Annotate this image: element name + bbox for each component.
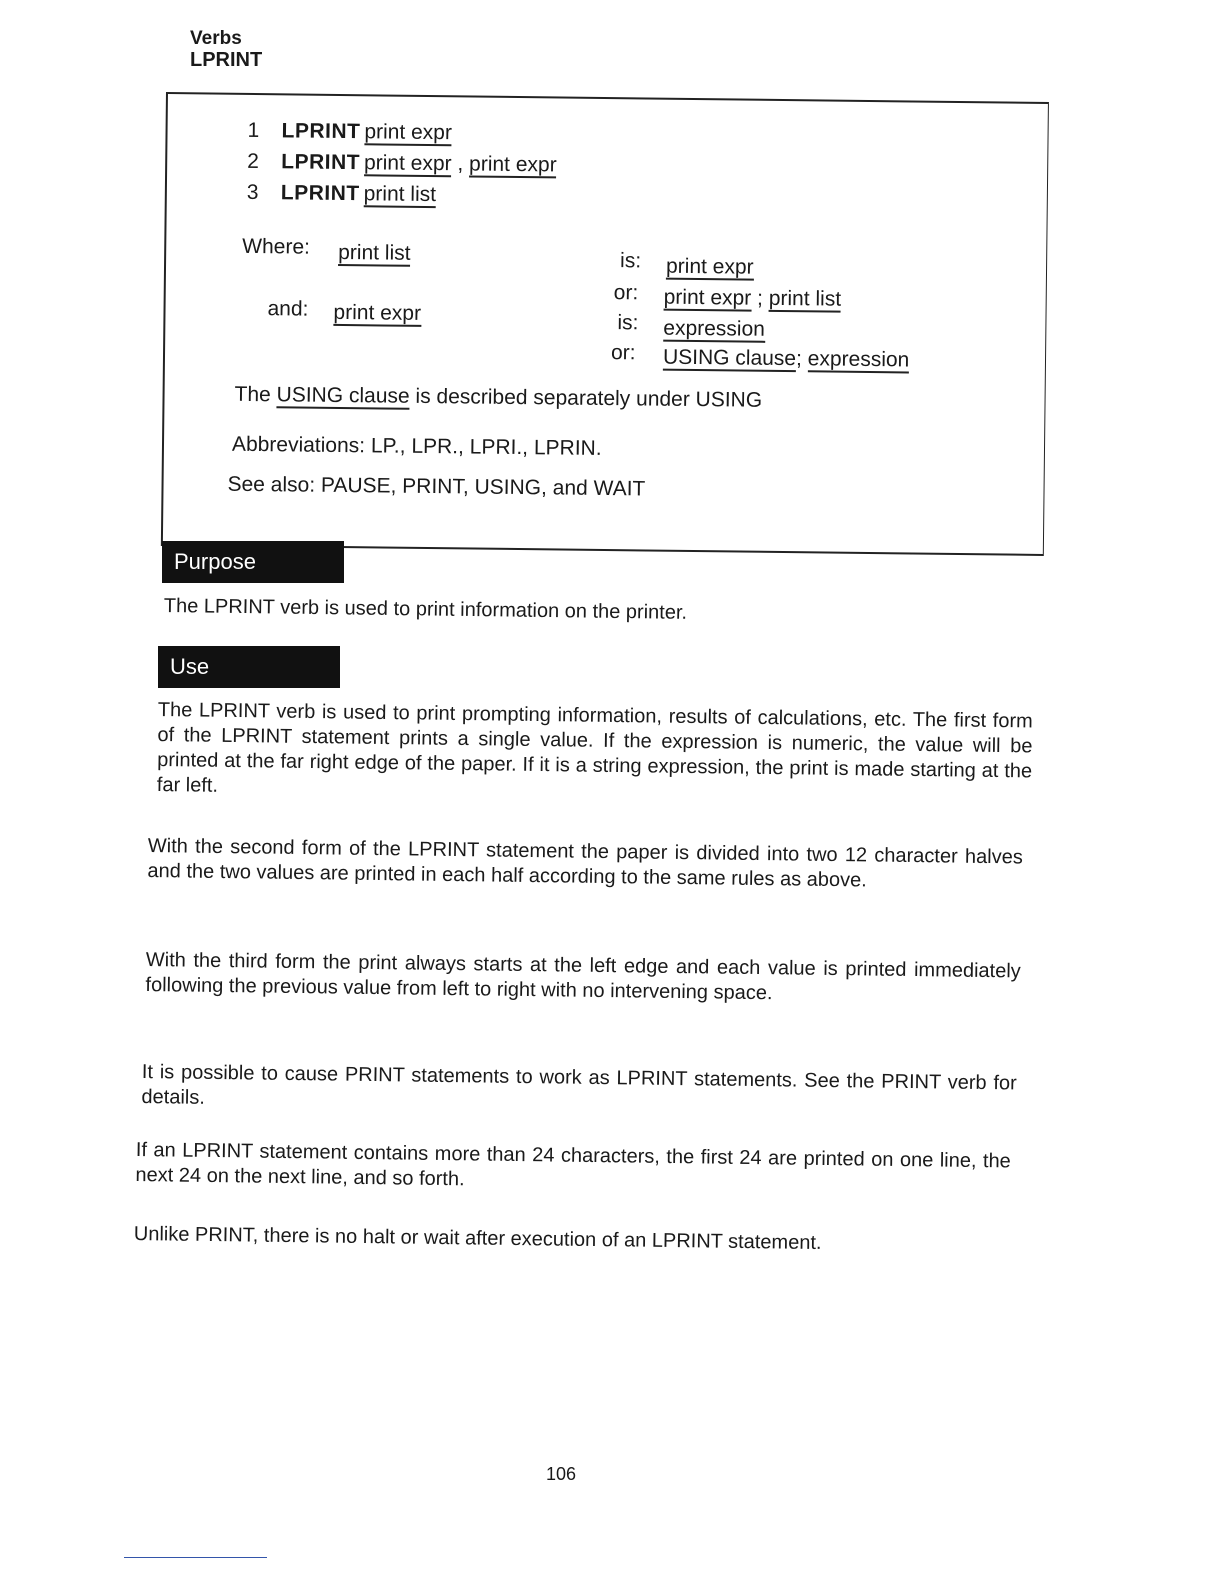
form-number: 1 — [247, 118, 260, 143]
form-separator: , — [457, 152, 464, 176]
footer-rule — [124, 1557, 267, 1558]
def-expression: expression — [663, 316, 766, 341]
syntax-form-1 — [247, 119, 452, 145]
form-param: print list — [363, 182, 437, 207]
use-paragraph-1: The LPRINT verb is used to print prompting information, results of calculations, etc. The first form of the LPRINT statement prints a single value. If the expression is numeric, the value will be printed at the far right edge of the paper. If it is a string expression, the print is made starting at the far left. — [156, 698, 1033, 797]
syntax-form-3 — [247, 181, 436, 207]
form-param: print expr — [364, 120, 453, 145]
where-label: Where: — [242, 234, 311, 259]
use-paragraph-5: If an LPRINT statement contains more than 24 characters, the first 24 are printed on one line, the next 24 on the next line, and so forth. — [135, 1138, 1011, 1191]
form-param: print expr — [363, 151, 452, 176]
or-label-2: or: — [610, 341, 636, 365]
abbreviations: Abbreviations: LP., LPR., LPRI., LPRIN. — [231, 432, 602, 460]
use-heading: Use — [158, 646, 340, 688]
def-using-expression: USING clause; expression — [662, 345, 910, 372]
form-keyword: LPRINT — [281, 150, 361, 175]
form-number: 2 — [247, 149, 260, 174]
purpose-text: The LPRINT verb is used to print information on the printer. — [163, 594, 688, 624]
print-expr-term: print expr — [333, 300, 422, 325]
use-paragraph-3: With the third form the print always starts at the left edge and each value is printed immediately following the previous value from left to right with no intervening space. — [145, 948, 1021, 1005]
print-list-term: print list — [338, 240, 411, 265]
def-print-expr: print expr — [665, 254, 754, 279]
see-also: See also: PAUSE, PRINT, USING, and WAIT — [227, 472, 646, 501]
use-paragraph-6: Unlike PRINT, there is no halt or wait after execution of an LPRINT statement. — [133, 1222, 822, 1255]
syntax-box — [161, 92, 1049, 556]
form-keyword: LPRINT — [280, 181, 360, 206]
is-label: is: — [619, 249, 642, 273]
use-paragraph-2: With the second form of the LPRINT statement the paper is divided into two 12 character halves and the two values are printed in each half according to the same rules as above. — [147, 834, 1023, 892]
def-print-expr-list: print expr ; print list — [663, 285, 842, 311]
or-label: or: — [613, 281, 639, 305]
purpose-heading: Purpose — [162, 541, 344, 583]
form-number: 3 — [246, 180, 259, 205]
is-label-2: is: — [617, 311, 639, 335]
and-label: and: — [267, 297, 309, 321]
use-paragraph-4: It is possible to cause PRINT statements to work as LPRINT statements. See the PRINT verb for details. — [141, 1060, 1017, 1109]
page-number: 106 — [546, 1464, 577, 1484]
using-note: The USING clause is described separately under USING — [234, 382, 763, 412]
form-param: print expr — [468, 152, 557, 177]
section-header: Verbs — [190, 28, 242, 49]
syntax-form-2 — [247, 150, 557, 178]
form-keyword: LPRINT — [281, 119, 361, 144]
verb-header: LPRINT — [190, 49, 263, 71]
